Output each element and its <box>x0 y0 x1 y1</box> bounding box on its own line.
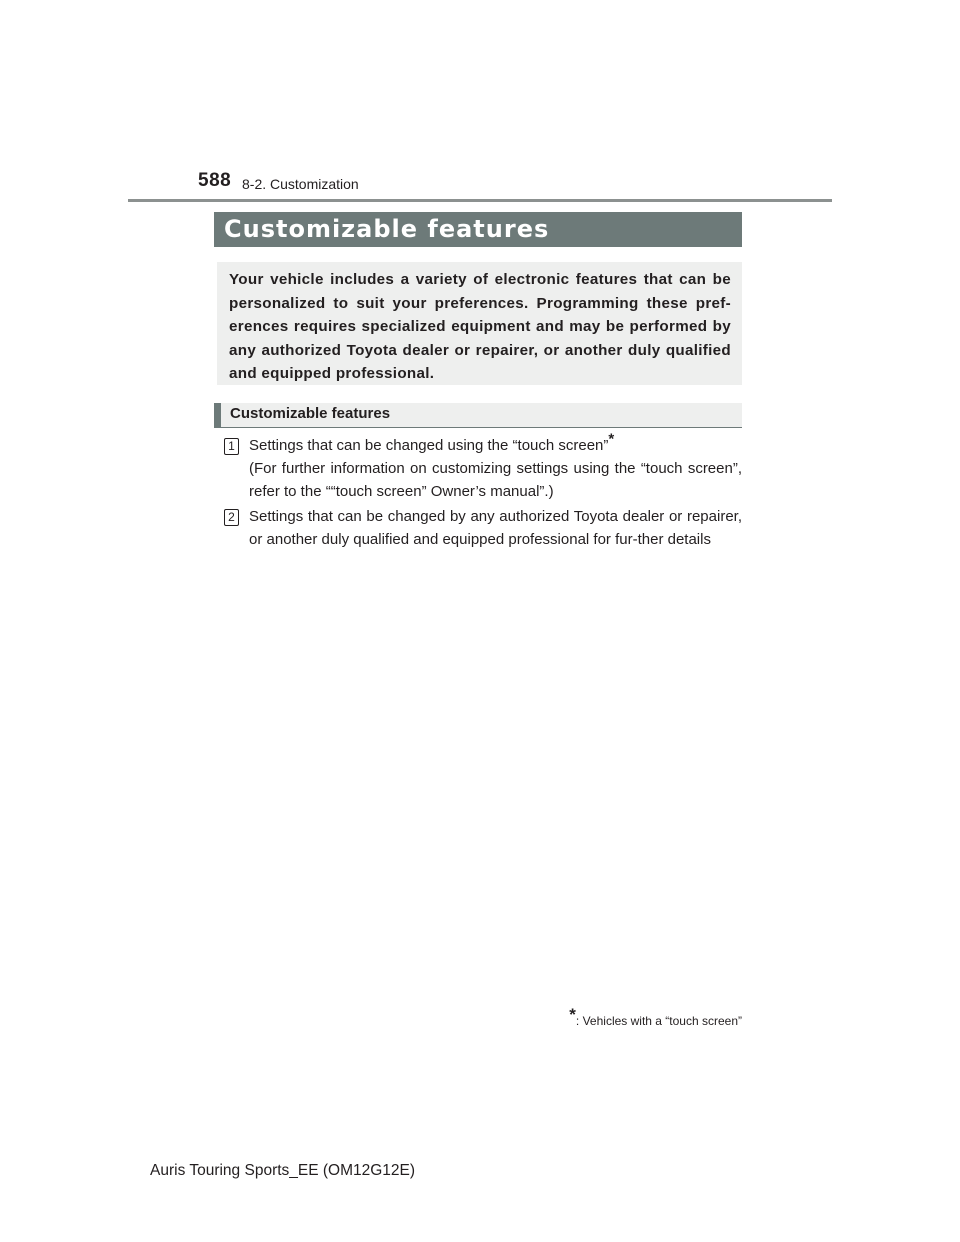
item-text: Settings that can be changed by any authorized Toyota dealer or repairer, or another duly qualified and equipped professional for fur-ther details <box>249 508 742 548</box>
item-text <box>249 430 742 503</box>
item-number-badge: 1 <box>224 438 239 455</box>
asterisk-marker: * <box>608 430 615 448</box>
item-note: (For further information on customizing settings using the “touch screen”, refer to the ““touch screen” Owner’s manual”.) <box>249 460 742 500</box>
item-main-text: Settings that can be changed using the “touch screen” <box>249 437 609 454</box>
list-item <box>224 430 742 500</box>
page-title: Customizable features <box>214 212 742 247</box>
asterisk-marker: * <box>569 1004 576 1024</box>
footer-text: Auris Touring Sports_EE (OM12G12E) <box>150 1162 416 1179</box>
page-number: 588 <box>198 170 232 191</box>
section-label: 8-2. Customization <box>242 176 359 192</box>
footnote-text: : Vehicles with a “touch screen” <box>575 1014 742 1028</box>
header-rule <box>128 199 832 202</box>
item-number-badge: 2 <box>224 509 239 526</box>
footnote <box>569 1004 742 1028</box>
subheading-mark <box>214 403 221 427</box>
subheading <box>214 403 742 428</box>
intro-box: Your vehicle includes a variety of electronic features that can be personalized to suit your preferences. Programming these pref-erences requires specialized equipment and may be performed by any authorized Toyota dealer or repairer, or another duly qualified and equipped professional. <box>217 262 742 385</box>
list-item <box>224 508 742 578</box>
subheading-text: Customizable features <box>230 405 391 422</box>
